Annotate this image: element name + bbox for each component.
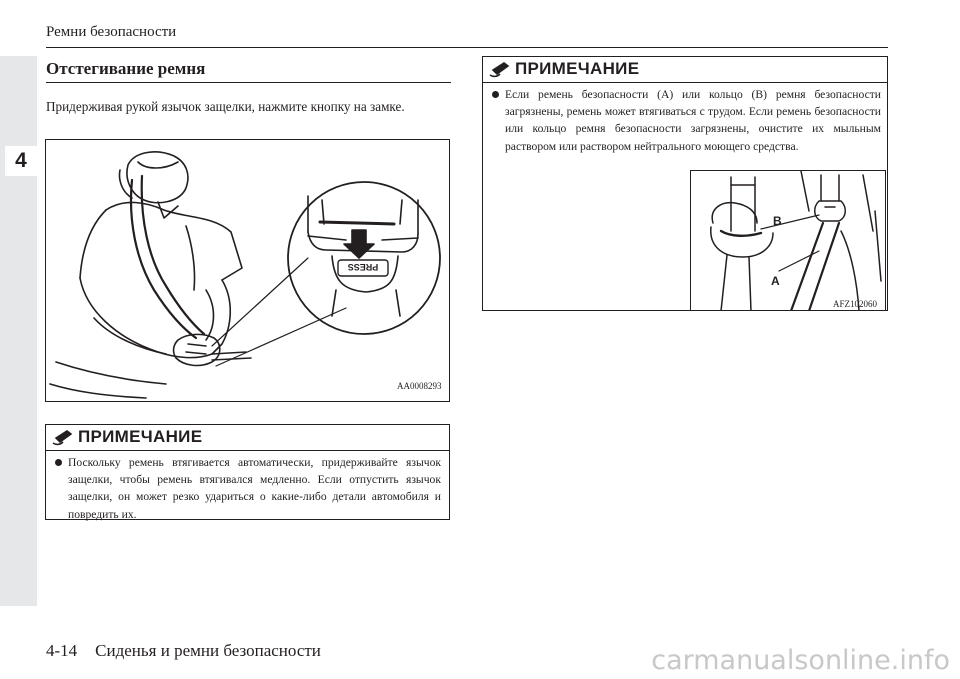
bullet-icon <box>55 459 62 466</box>
figure-code: AA0008293 <box>397 381 442 391</box>
page-number: 4-14 <box>46 641 78 660</box>
unbuckling-illustration <box>46 140 450 402</box>
page-footer <box>46 641 339 661</box>
label-b: B <box>773 214 782 228</box>
note-header <box>46 425 449 451</box>
note-title: ПРИМЕЧАНИЕ <box>515 59 640 78</box>
note-header <box>483 57 887 83</box>
running-header: Ремни безопасности <box>46 24 177 40</box>
note-pen-icon <box>50 429 74 447</box>
note-body <box>46 451 449 523</box>
label-a: A <box>771 274 780 288</box>
note-box-right <box>482 56 888 311</box>
note-title: ПРИМЕЧАНИЕ <box>78 427 203 446</box>
section-title-rule <box>46 82 451 83</box>
note-text: Поскольку ремень втягивается автоматически, придерживайте язычок защелки, чтобы ремень втягивался медленно. Если отпустить язычок защелки, он может резко удариться о какие-либо детали автомобиля и повредить их. <box>68 456 441 521</box>
chapter-side-tab <box>0 56 37 606</box>
note-body <box>483 83 887 155</box>
note-pen-icon <box>487 61 511 79</box>
header-rule <box>46 47 888 48</box>
watermark: carmanualsonline.info <box>651 645 950 676</box>
section-body: Придерживая рукой язычок защелки, нажмите кнопку на замке. <box>46 99 405 114</box>
note-text: Если ремень безопасности (A) или кольцо (B) ремня безопасности загрязнены, ремень может втягиваться с трудом. Если ремень безопасности или кольцо ремня безопасности загрязнены, очистите их мыльным раствором или раствором нейтрального моющего средства. <box>505 88 881 153</box>
note-box-left <box>45 424 450 520</box>
footer-chapter-title: Сиденья и ремни безопасности <box>95 641 321 660</box>
section-title: Отстегивание ремня <box>46 59 206 78</box>
belt-ring-illustration <box>691 171 886 311</box>
bullet-icon <box>492 91 499 98</box>
figure-code: AFZ102060 <box>833 299 878 309</box>
figure-unbuckling <box>45 139 450 402</box>
figure-belt-ring <box>690 170 886 311</box>
chapter-number: 4 <box>5 146 37 176</box>
press-button-label: PRESS <box>347 262 379 272</box>
